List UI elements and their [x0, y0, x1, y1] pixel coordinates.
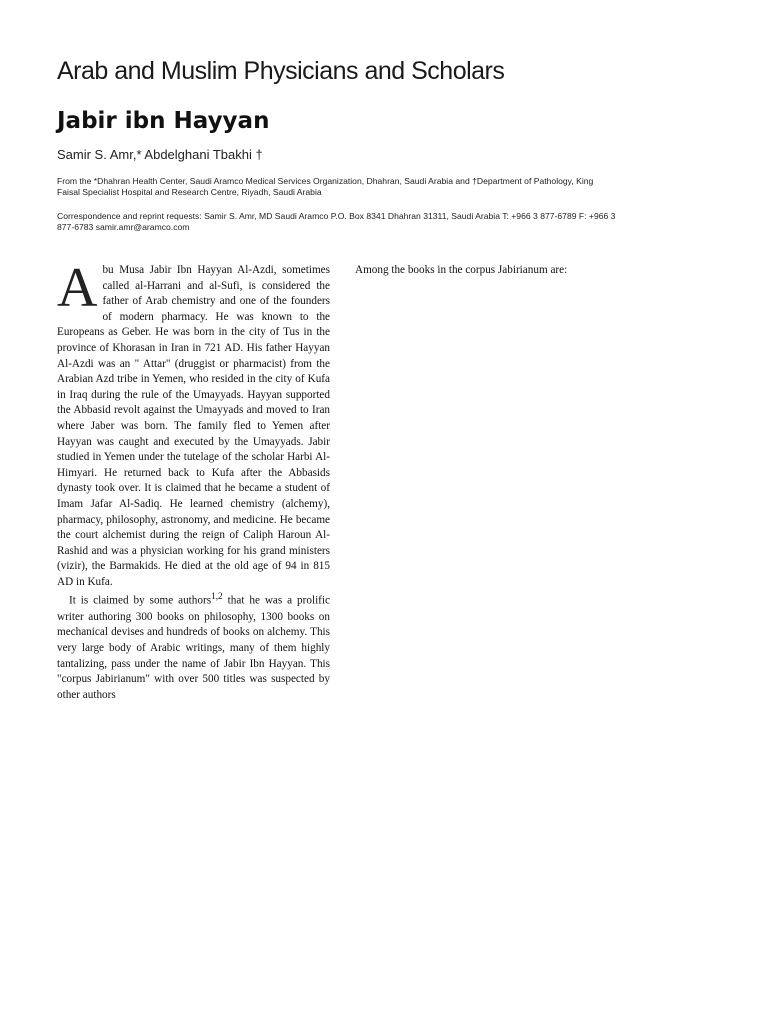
right-column	[343, 263, 618, 279]
paragraph-text: It is claimed by some authors	[69, 595, 212, 608]
paragraph-text: that he was a prolific writer authoring 300 books on philosophy, 1300 books on mechanical devises and hundreds of books on alchemy. This very large body of Arabic writings, many of them highly tantalizing, pass under the name of Jabir Ibn Hayyan. This "corpus Jabirianum" with over 500 titles was suspected by other authors	[57, 595, 330, 701]
affiliation: From the *Dhahran Health Center, Saudi Aramco Medical Services Organization, Dhahran, Saudi Arabia and †Department of Pathology, King Faisal Specialist Hospital and Research Centre, Riyadh, Saudi Arabia	[57, 176, 594, 197]
series-title: Arab and Muslim Physicians and Scholars	[57, 57, 505, 85]
author-list: Samir S. Amr,* Abdelghani Tbakhi †	[57, 147, 263, 162]
drop-cap: A	[57, 257, 98, 319]
intro-paragraph	[57, 257, 330, 590]
books-intro: Among the books in the corpus Jabirianum are:	[355, 264, 568, 276]
authorship-paragraph	[57, 590, 330, 703]
paragraph-text: bu Musa Jabir Ibn Hayyan Al-Azdi, sometimes called al-Harrani and al-Sufi, is considered the father of Arab chemistry and one of the founders of modern pharmacy. He was known to the Europeans as Geber. He was born in the city of Tus in the province of Khorasan in Iran in 721 AD. His father Hayyan Al-Azdi was an " Attar" (druggist or pharmacist) from the Arabian Azd tribe in Yemen, who resided in the city of Kufa in Iraq during the rule of the Umayyads. Hayyan supported the Abbasid revolt against the Umayyads and moved to Iran where Jaber was born. The family fled to Yemen after Hayyan was caught and executed by the Umayyads. Jabir studied in Yemen under the tutelage of the scholar Harbi Al-Himyari. He returned back to Kufa after the Abbasids dynasty took over. It is claimed that he became a student of Imam Jafar Al-Sadiq. He learned chemistry (alchemy), pharmacy, philosophy, astronomy, and medicine. He became the court alchemist during the reign of Caliph Haroun Al-Rashid and was a physician working for his grand ministers (vizir), the Barmakids. He died at the old age of 94 in 815 AD in Kufa.	[57, 264, 330, 588]
article-title: Jabir ibn Hayyan	[57, 108, 270, 134]
correspondence: Correspondence and reprint requests: Samir S. Amr, MD Saudi Aramco P.O. Box 8341 Dhahran 31311, Saudi Arabia T: +966 3 877-6789 F: +966 3 877-6783 samir.amr@aramco.com	[57, 211, 616, 232]
citation-ref: 1,2	[211, 592, 223, 603]
left-column	[57, 257, 330, 703]
